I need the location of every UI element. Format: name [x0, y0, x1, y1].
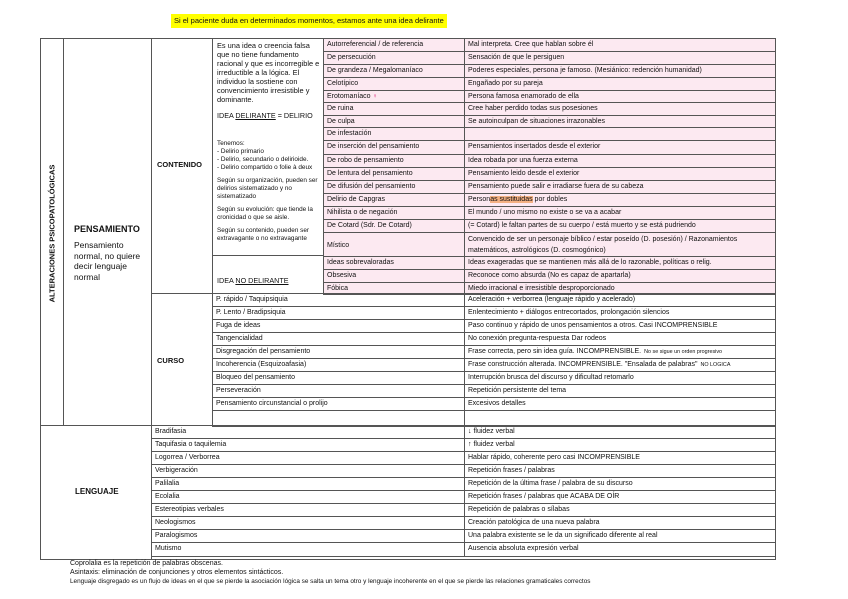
curso-row-name: Incoherencia (Esquizoafasia) — [212, 358, 465, 372]
lenguaje-row-name: Neologismos — [151, 516, 465, 530]
contenido-row-name: De grandeza / Megalomaníaco — [323, 64, 465, 78]
curso-row-desc — [464, 319, 776, 333]
footer-line-1: Coprolalia es la repetición de palabras obscenas. — [70, 560, 223, 567]
pensamiento-description: Pensamiento normal, no quiere decir lenguaje normal — [74, 240, 141, 282]
definition-text: Es una idea o creencia falsa que no tiene fundamento racional y que es incorregible e irreductible a la lógica. El individuo la sostiene con convencimiento irresistible y dominante. — [217, 41, 320, 104]
contenido-row-name: De ruina — [323, 102, 465, 116]
contenido-row-desc: Pensamientos insertados desde el exterior — [464, 140, 776, 155]
curso-row-desc — [464, 345, 776, 359]
curso-row-desc — [464, 358, 776, 372]
contenido-row-desc: Idea robada por una fuerza externa — [464, 154, 776, 168]
lenguaje-row-name: Verbigeración — [151, 464, 465, 478]
curso-desc-text: Frase correcta, pero sin idea guía. INCOMPRENSIBLE. — [468, 348, 642, 355]
lenguaje-row-desc: ↑ fluidez verbal — [464, 438, 776, 452]
footer-line-2: Asintaxis: eliminación de conjunciones y otros elementos sintácticos. — [70, 569, 284, 576]
lenguaje-label: LENGUAJE — [75, 487, 119, 496]
curso-row-desc — [464, 293, 776, 307]
lenguaje-row-name: Paralogismos — [151, 529, 465, 543]
lenguaje-row-desc: Creación patológica de una nueva palabra — [464, 516, 776, 530]
highlighted-note: Si el paciente duda en determinados momentos, estamos ante una idea delirante — [171, 14, 447, 28]
curso-desc-text: Aceleración + verborrea (lenguaje rápido y acelerado) — [468, 296, 636, 303]
contenido-row-name: De inserción del pensamiento — [323, 140, 465, 155]
contenido-row-desc: Persona famosa enamorado de ella — [464, 90, 776, 103]
contenido-row-name: De robo de pensamiento — [323, 154, 465, 168]
erotomaniaco-text: Erotomaníaco — [327, 93, 371, 100]
contenido-row-name: Delirio de Capgras — [323, 193, 465, 207]
contenido-row-desc: Sensación de que le persiguen — [464, 51, 776, 65]
female-symbol-icon: ♀ — [372, 93, 378, 100]
vertical-label: ALTERACIONES PSICOPATOLÓGICAS — [47, 164, 57, 302]
contenido-row-name: De persecución — [323, 51, 465, 65]
contenido-row-desc: Convencido de ser un personaje bíblico / estar poseído (D. posesión) / Razonamientos matemáticos, astrológicos (D. cosmogónico) — [464, 232, 776, 257]
curso-row-desc — [464, 332, 776, 346]
curso-row-name: Pensamiento circunstancial o prolijo — [212, 397, 465, 411]
footer-line-3: Lenguaje disgregado es un flujo de ideas en el que se pierde la asociación lógica se salta un tema otro y lenguaje incoherente en el que se pierde las relaciones gramaticales correctos — [70, 578, 591, 585]
curso-row-name: Bloqueo del pensamiento — [212, 371, 465, 385]
contenido-row-name: Nihilista o de negación — [323, 206, 465, 220]
delirio-types: Tenemos: - Delirio primario - Delirio, secundario o delirioide. - Delirio compartido o folie à deux — [217, 140, 313, 171]
curso-desc-text: Excesivos detalles — [468, 400, 526, 407]
organizacion-text: Según su organización, pueden ser delirios sistematizado y no sistematizado — [217, 177, 318, 200]
capgras-desc-part: Person — [468, 196, 491, 203]
curso-row-name: Tangencialidad — [212, 332, 465, 346]
lenguaje-row-desc: Hablar rápido, coherente pero casi INCOMPRENSIBLE — [464, 451, 776, 465]
contenido-row-name: Fóbica — [323, 282, 465, 295]
contenido-row-desc: Reconoce como absurda (No es capaz de apartarla) — [464, 269, 776, 283]
contenido-row-name: De Cotard (Sdr. De Cotard) — [323, 219, 465, 233]
curso-label: CURSO — [157, 356, 185, 365]
lenguaje-row-name: Ecolalia — [151, 490, 465, 504]
idea-delirante-label: IDEA DELIRANTE = DELIRIO — [217, 111, 313, 120]
lenguaje-row-desc: Repetición frases / palabras — [464, 464, 776, 478]
curso-desc-text: No conexión pregunta-respuesta Dar rodeos — [468, 335, 607, 342]
contenido-row-desc: Pensamiento leido desde el exterior — [464, 167, 776, 181]
contenido-row-name: Celotípico — [323, 77, 465, 91]
idea-no-delirante-cell — [212, 255, 324, 294]
contenido-row-desc: Pensamiento puede salir e irradiarse fuera de su cabeza — [464, 180, 776, 194]
contenido-row-desc — [464, 127, 776, 141]
contenido-row-name: Autorreferencial / de referencia — [323, 38, 465, 52]
contenido-row-desc: El mundo / uno mismo no existe o se va a acabar — [464, 206, 776, 220]
contenido-row-desc: Ideas exageradas que se mantienen más allá de lo razonable, políticas o relig. — [464, 256, 776, 270]
lenguaje-row-name: Estereotipias verbales — [151, 503, 465, 517]
contenido-row-name: Ideas sobrevaloradas — [323, 256, 465, 270]
curso-row-name: P. Lento / Bradipsiquia — [212, 306, 465, 320]
lenguaje-row-desc: ↓ fluidez verbal — [464, 425, 776, 439]
lenguaje-row-desc: Ausencia absoluta expresión verbal — [464, 542, 776, 557]
curso-desc-text: Interrupción brusca del discurso y dificultad retomarlo — [468, 374, 634, 381]
contenido-row-name: De culpa — [323, 115, 465, 128]
lenguaje-row-name: Mutismo — [151, 542, 465, 557]
lenguaje-row-name: Bradifasia — [151, 425, 465, 439]
contenido-row-desc — [464, 193, 776, 207]
contenido-row-name: Místico — [323, 232, 465, 257]
curso-desc-note: NO LOGICA — [700, 362, 731, 368]
contenido-row-name: Obsesiva — [323, 269, 465, 283]
contenido-row-desc: Miedo irracional e irresistible desproporcionado — [464, 282, 776, 295]
capgras-desc-part: por dobles — [532, 196, 568, 203]
curso-row-desc — [464, 384, 776, 398]
curso-desc-text: Enlentecimiento + diálogos entrecortados, prolongación silencios — [468, 309, 670, 316]
contenido-type-text: Según su contenido, pueden ser extravagante o no extravagante — [217, 227, 310, 242]
lenguaje-row-name: Taquifasia o taquilemia — [151, 438, 465, 452]
lenguaje-row-desc: Repetición de palabras o sílabas — [464, 503, 776, 517]
contenido-row-desc: Poderes especiales, persona je famoso. (Mesiánico: redención humanidad) — [464, 64, 776, 78]
curso-desc-text: Frase construcción alterada. INCOMPRENSIBLE. "Ensalada de palabras" — [468, 361, 698, 368]
curso-desc-note: No se sigue un orden progresivo — [644, 349, 723, 355]
curso-row-desc — [464, 371, 776, 385]
contenido-row-desc: Mal interpreta. Cree que hablan sobre él — [464, 38, 776, 52]
contenido-row-name: De lentura del pensamiento — [323, 167, 465, 181]
contenido-row-name: De infestación — [323, 127, 465, 141]
curso-desc-text: Repetición persistente del tema — [468, 387, 567, 394]
contenido-label: CONTENIDO — [157, 160, 202, 169]
curso-row-name: Disgregación del pensamiento — [212, 345, 465, 359]
contenido-row-desc: Cree haber perdido todas sus posesiones — [464, 102, 776, 116]
idea-no-delirante-label: IDEA NO DELIRANTE — [217, 276, 289, 285]
contenido-row-desc: (= Cotard) le faltan partes de su cuerpo / está muerto y se está pudriendo — [464, 219, 776, 233]
curso-row-desc — [464, 306, 776, 320]
curso-row-name: Fuga de ideas — [212, 319, 465, 333]
lenguaje-row-desc: Repetición de la última frase / palabra de su discurso — [464, 477, 776, 491]
evolucion-text: Según su evolución: que tiende la cronicidad o que se aisle. — [217, 206, 313, 221]
curso-row-name: Perseveración — [212, 384, 465, 398]
contenido-row-desc: Se autoinculpan de situaciones irrazonables — [464, 115, 776, 128]
pensamiento-title: PENSAMIENTO — [74, 224, 140, 234]
lenguaje-row-desc: Repetición frases / palabras que ACABA DE OÍR — [464, 490, 776, 504]
capgras-desc-part: as sustituidas — [490, 196, 533, 203]
lenguaje-row-name: Logorrea / Verborrea — [151, 451, 465, 465]
curso-row-name: P. rápido / Taquipsiquia — [212, 293, 465, 307]
curso-row-desc — [464, 397, 776, 411]
lenguaje-row-desc: Una palabra existente se le da un significado diferente al real — [464, 529, 776, 543]
contenido-row-desc: Engañado por su pareja — [464, 77, 776, 91]
contenido-row-name: De difusión del pensamiento — [323, 180, 465, 194]
lenguaje-row-name: Palilalia — [151, 477, 465, 491]
curso-desc-text: Paso continuo y rápido de unos pensamientos a otros. Casi INCOMPRENSIBLE — [468, 322, 718, 329]
